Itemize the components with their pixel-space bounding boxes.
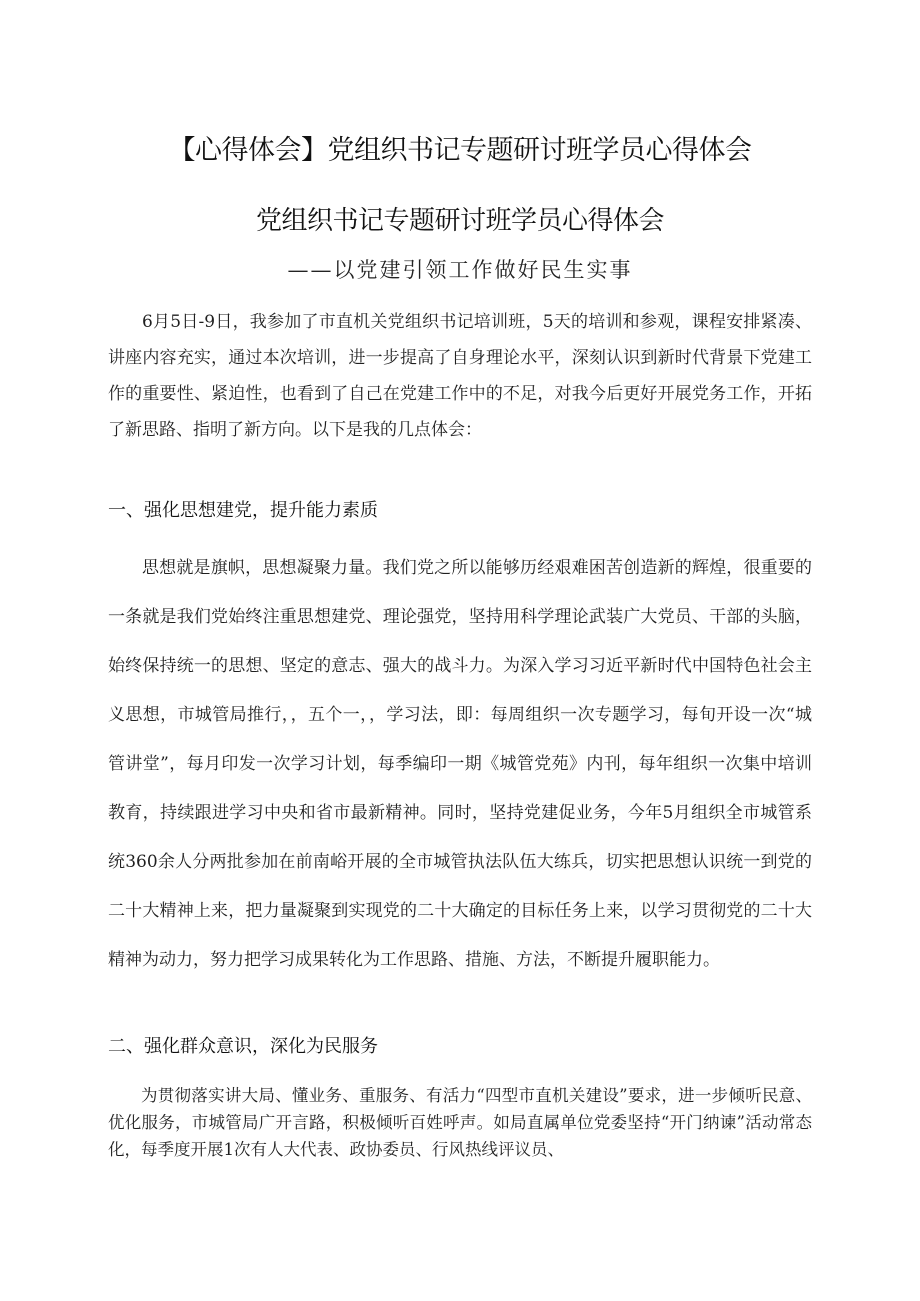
document-tagline: ——以党建引领工作做好民生实事 [287, 258, 633, 282]
section-1-paragraph: 思想就是旗帜，思想凝聚力量。我们党之所以能够历经艰难困苦创造新的辉煌，很重要的一条就是我们党始终注重思想建党、理论强党，坚持用科学理论武装广大党员、干部的头脑，始终保持统一的思想、坚定的意志、强大的战斗力。为深入学习习近平新时代中国特色社会主义思想，市城管局推行，，五个一，，学习法，即：每周组织一次专题学习，每旬开设一次“城管讲堂”，每月印发一次学习计划，每季编印一期《城管党苑》内刊，每年组织一次集中培训教育，持续跟进学习中央和省市最新精神。同时，坚持党建促业务，今年5月组织全市城管系统360余人分两批参加在前南峪开展的全市城管执法队伍大练兵，切实把思想认识统一到党的二十大精神上来，把力量凝聚到实现党的二十大确定的目标任务上来，以学习贯彻党的二十大精神为动力，努力把学习成果转化为工作思路、措施、方法，不断提升履职能力。 [108, 558, 812, 970]
section-2-paragraph: 为贯彻落实讲大局、懂业务、重服务、有活力“四型市直机关建设”要求，进一步倾听民意、优化服务，市城管局广开言路，积极倾听百姓呼声。如局直属单位党委坚持“开门纳谏”活动常态化，每季度开展1次有人大代表、政协委员、行风热线评议员、 [108, 1086, 812, 1159]
document-title: 【心得体会】党组织书记专题研讨班学员心得体会 [168, 135, 752, 166]
section-heading-2: 二、强化群众意识，深化为民服务 [108, 1036, 378, 1057]
document-subtitle: 党组织书记专题研讨班学员心得体会 [255, 206, 664, 236]
section-heading-1: 一、强化思想建党，提升能力素质 [108, 500, 378, 521]
intro-paragraph: 6月5日-9日，我参加了市直机关党组织书记培训班，5天的培训和参观，课程安排紧凑、讲座内容充实，通过本次培训，进一步提高了自身理论水平，深刻认识到新时代背景下党建工作的重要性、紧迫性，也看到了自己在党建工作中的不足，对我今后更好开展党务工作，开拓了新思路、指明了新方向。以下是我的几点体会： [108, 312, 812, 440]
